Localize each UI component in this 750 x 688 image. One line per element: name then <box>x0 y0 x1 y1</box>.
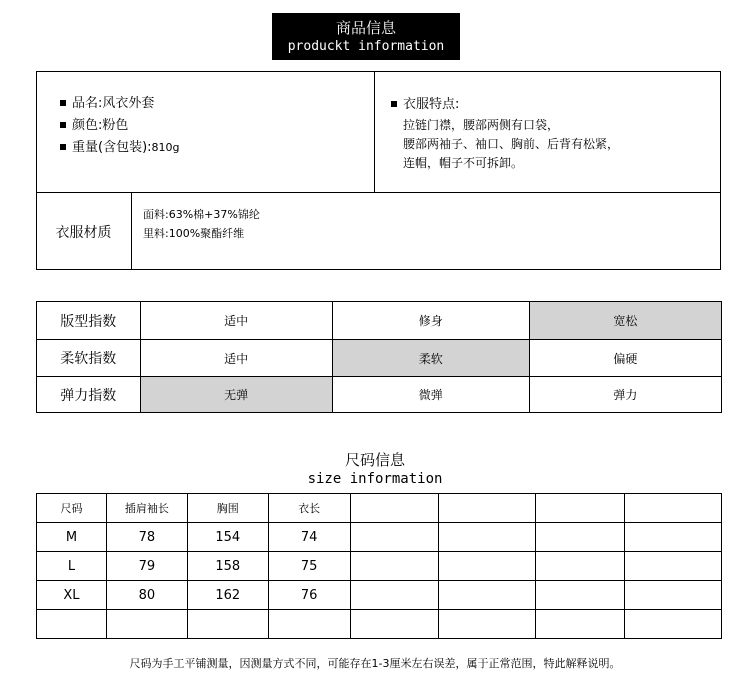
index-option: 适中 <box>140 340 332 377</box>
size-header-cell: 插肩袖长 <box>106 494 187 523</box>
product-name: 品名:风衣外套 <box>72 96 155 111</box>
size-cell: 158 <box>187 552 268 581</box>
index-option: 适中 <box>140 302 332 340</box>
feature-line: 连帽，帽子不可拆卸。 <box>403 156 524 170</box>
size-cell: 154 <box>187 523 268 552</box>
size-cell <box>625 523 722 552</box>
product-weight-label: 重量(含包装): <box>72 140 152 155</box>
index-option-selected: 柔软 <box>332 340 529 377</box>
size-cell <box>350 552 439 581</box>
size-cell <box>439 523 536 552</box>
size-title <box>0 450 750 488</box>
size-cell <box>439 610 536 639</box>
size-cell <box>106 610 187 639</box>
size-header-cell <box>350 494 439 523</box>
size-cell: L <box>37 552 107 581</box>
header-title-en: produckt information <box>287 39 445 54</box>
size-cell <box>187 610 268 639</box>
size-cell <box>350 523 439 552</box>
size-row <box>37 523 722 552</box>
size-row <box>37 581 722 610</box>
size-cell: 76 <box>268 581 350 610</box>
size-note: 尺码为手工平铺测量，因测量方式不同，可能存在1-3厘米左右误差，属于正常范围，特此解释说明。 <box>129 657 621 670</box>
size-cell <box>536 581 625 610</box>
size-title-cn: 尺码信息 <box>344 451 405 469</box>
size-cell <box>37 610 107 639</box>
material-line: 里料:100%聚酯纤维 <box>143 227 245 240</box>
info-divider-horizontal <box>36 192 721 193</box>
size-row <box>37 552 722 581</box>
info-divider-vertical <box>374 71 375 192</box>
size-cell: 79 <box>106 552 187 581</box>
size-header-cell <box>625 494 722 523</box>
size-header-cell: 胸围 <box>187 494 268 523</box>
size-header-cell <box>536 494 625 523</box>
bullet-square-icon <box>391 101 397 107</box>
index-row <box>37 340 722 377</box>
index-option: 偏硬 <box>529 340 721 377</box>
size-cell <box>536 523 625 552</box>
product-color: 颜色:粉色 <box>72 118 129 133</box>
size-cell <box>268 610 350 639</box>
header-title-cn: 商品信息 <box>335 19 396 37</box>
size-cell <box>350 581 439 610</box>
index-row <box>37 377 722 413</box>
material-lines <box>143 205 260 243</box>
size-cell <box>439 581 536 610</box>
size-cell: 162 <box>187 581 268 610</box>
material-divider <box>131 192 132 270</box>
size-cell <box>536 552 625 581</box>
size-title-en: size information <box>307 471 443 487</box>
feature-line: 拉链门襟，腰部两侧有口袋， <box>403 118 560 132</box>
index-option-selected: 宽松 <box>529 302 721 340</box>
index-option: 微弹 <box>332 377 529 413</box>
features-lines <box>391 116 619 173</box>
size-header-cell <box>439 494 536 523</box>
material-line: 面料:63%棉+37%锦纶 <box>143 208 260 221</box>
bullet-square-icon <box>60 122 66 128</box>
size-cell <box>350 610 439 639</box>
product-name-item <box>60 93 180 115</box>
product-color-item <box>60 115 180 137</box>
size-cell: 80 <box>106 581 187 610</box>
size-cell <box>625 581 722 610</box>
size-cell <box>625 610 722 639</box>
bullet-square-icon <box>60 100 66 106</box>
material-label: 衣服材质 <box>55 225 112 241</box>
feature-line: 腰部两袖子、袖口、胸前、后背有松紧， <box>403 137 620 151</box>
size-table <box>36 493 722 639</box>
header-badge <box>272 13 460 60</box>
index-label: 弹力指数 <box>37 377 141 413</box>
size-header-cell: 尺码 <box>37 494 107 523</box>
index-row <box>37 302 722 340</box>
size-cell: M <box>37 523 107 552</box>
size-cell: XL <box>37 581 107 610</box>
size-cell <box>439 552 536 581</box>
product-basics <box>60 93 180 159</box>
index-label: 柔软指数 <box>37 340 141 377</box>
bullet-square-icon <box>60 144 66 150</box>
size-cell: 75 <box>268 552 350 581</box>
index-option-selected: 无弹 <box>140 377 332 413</box>
product-weight-item <box>60 137 180 159</box>
size-cell: 74 <box>268 523 350 552</box>
index-label: 版型指数 <box>37 302 141 340</box>
size-cell: 78 <box>106 523 187 552</box>
size-header-row <box>37 494 722 523</box>
product-weight-value: 810g <box>151 141 180 154</box>
size-cell <box>625 552 722 581</box>
features-title-item <box>391 94 619 116</box>
index-option: 修身 <box>332 302 529 340</box>
size-header-cell: 衣长 <box>268 494 350 523</box>
features-title: 衣服特点: <box>403 97 460 112</box>
index-option: 弹力 <box>529 377 721 413</box>
features-section <box>391 94 619 173</box>
size-row <box>37 610 722 639</box>
fit-index-table <box>36 301 722 413</box>
size-cell <box>536 610 625 639</box>
